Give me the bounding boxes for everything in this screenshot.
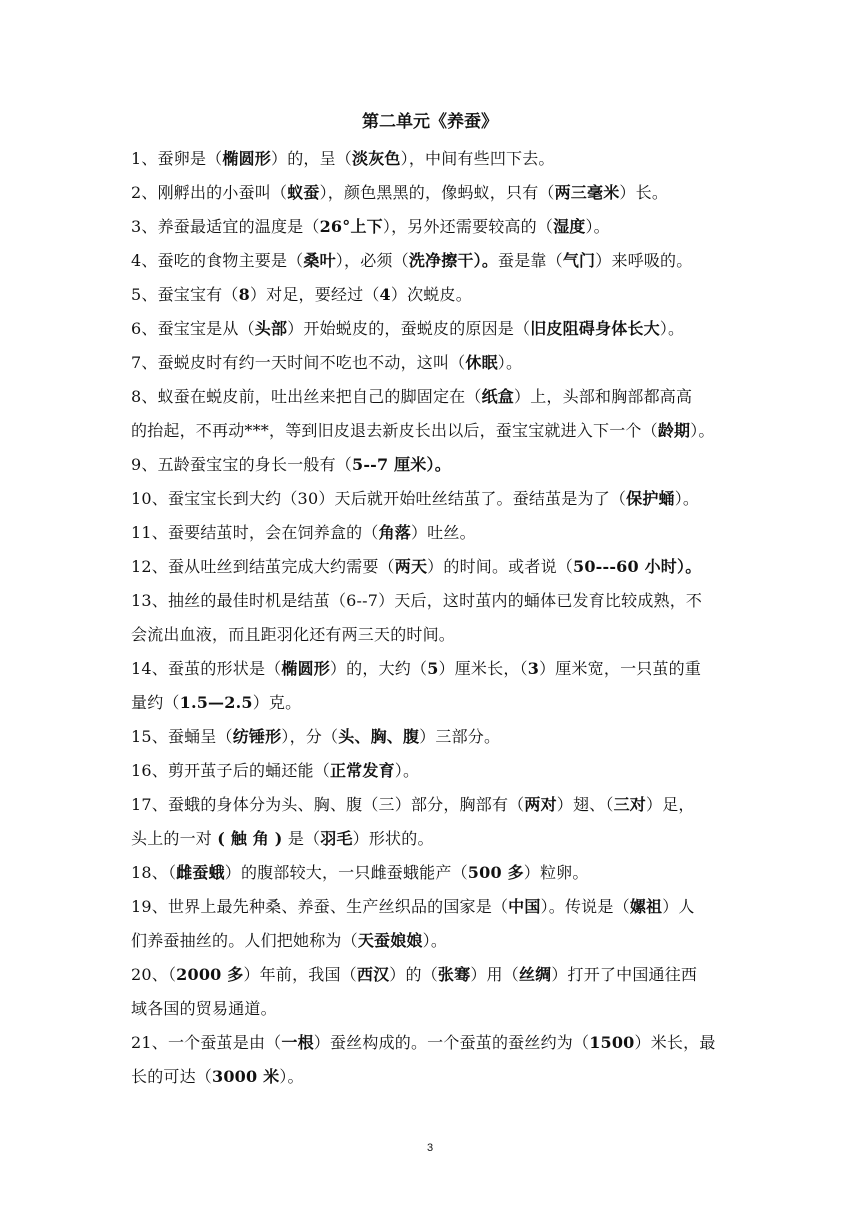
line-text: 9、五龄蚕宝宝的身长一般有（: [131, 455, 352, 474]
answer-text: 角落: [378, 523, 411, 542]
line-text: 头上的一对: [131, 829, 218, 848]
line-text: ）厘米宽，一只茧的重: [539, 659, 702, 678]
line-text: ）米长，最: [634, 1033, 716, 1052]
answer-text: 两天: [394, 557, 428, 576]
line-text: 18、（: [131, 863, 177, 882]
line-text: ）吐丝。: [410, 523, 476, 542]
answer-text: 5: [427, 659, 439, 678]
text-line: [131, 992, 741, 1026]
text-line: [131, 278, 741, 312]
answer-text: 两对: [524, 795, 557, 814]
answer-text: 纺锤形: [232, 727, 282, 746]
line-text: 们养蚕抽丝的。人们把她称为（: [131, 931, 358, 950]
answer-text: 气门: [562, 251, 596, 270]
page-number: 3: [426, 1142, 434, 1154]
text-line: [131, 346, 741, 380]
text-line: [131, 618, 741, 652]
line-text: ）长。: [619, 183, 669, 202]
text-line: [131, 822, 741, 856]
line-text: ）。: [690, 421, 715, 440]
answer-text: 丝绸: [518, 965, 552, 984]
answer-text: 50---60 小时: [572, 557, 678, 576]
text-line: [131, 958, 741, 992]
answer-text: 中国: [508, 897, 541, 916]
answer-text: 5--7 厘米: [351, 455, 427, 474]
line-text: ）次蜕皮。: [390, 285, 472, 304]
line-text: ）。: [279, 1067, 304, 1086]
text-line: [131, 312, 741, 346]
line-text: ）来呼吸的。: [595, 251, 693, 270]
line-text: 17、蚕蛾的身体分为头、胸、腹（三）部分，胸部有（: [131, 795, 525, 814]
answer-text: 保护蛹: [626, 489, 675, 508]
text-line: [131, 176, 741, 210]
answer-text: 8: [238, 285, 250, 304]
line-text: ）打开了中国通往西: [551, 965, 698, 984]
line-text: ）用（: [470, 965, 519, 984]
answer-text: 洗净擦干: [408, 251, 474, 270]
line-text: 4、蚕吃的食物主要是（: [131, 251, 304, 270]
line-text: ），另外还需要较高的（: [382, 217, 554, 236]
answer-text: 1500: [589, 1033, 635, 1052]
answer-text: 3: [527, 659, 540, 678]
text-line: [131, 244, 741, 278]
answer-text: 休眠: [465, 353, 498, 372]
line-text: 11、蚕要结茧时，会在饲养盒的（: [131, 523, 379, 542]
answer-text: 椭圆形: [281, 659, 330, 678]
answer-text: 正常发育: [329, 761, 395, 780]
text-line: [131, 686, 741, 720]
text-line: [131, 550, 741, 584]
line-text: 量约（: [131, 693, 180, 712]
answer-text: 湿度: [553, 217, 586, 236]
text-line: [131, 482, 741, 516]
line-text: ）蚕丝构成的。一个蚕茧的蚕丝约为（: [313, 1033, 590, 1052]
answer-text: 3000 米: [212, 1067, 280, 1086]
line-text: ），颜色黑黑的，像蚂蚁，只有（: [319, 183, 555, 202]
line-text: 会流出血液，而且距羽化还有两三天的时间。: [131, 625, 456, 644]
line-text: ）厘米长，（: [438, 659, 528, 678]
line-text: ）翅、（: [556, 795, 614, 814]
line-text: ）。: [497, 353, 523, 372]
line-text: ）的，呈（: [271, 149, 353, 168]
answer-text: 1.5—2.5: [179, 693, 253, 712]
line-text: 7、蚕蜕皮时有约一天时间不吃也不动，这叫（: [131, 353, 466, 372]
line-text: ）克。: [252, 693, 302, 712]
line-text: ）粒卵。: [523, 863, 589, 882]
answer-text: 羽毛: [320, 829, 353, 848]
line-text: 20、（: [131, 965, 177, 984]
answer-text: ）。: [473, 251, 499, 270]
line-text: 5、蚕宝宝有（: [131, 285, 239, 304]
answer-text: 天蚕娘娘: [357, 931, 423, 950]
text-line: [131, 788, 741, 822]
line-text: ）。: [674, 489, 700, 508]
text-line: [131, 754, 741, 788]
line-text: ）的，大约（: [329, 659, 428, 678]
line-text: ）上，头部和胸部都高高: [514, 387, 693, 406]
answer-text: 三对: [613, 795, 646, 814]
line-text: ）。: [394, 761, 420, 780]
answer-text: 张骞: [437, 965, 471, 984]
line-text: ）足，: [646, 795, 695, 814]
line-text: 的抬起，不再动***，等到旧皮退去新皮长出以后，蚕宝宝就进入下一个（: [131, 421, 658, 440]
line-text: 域各国的贸易通道。: [131, 999, 277, 1018]
answer-text: 蚁蚕: [287, 183, 320, 202]
answer-text: 两三毫米: [554, 183, 620, 202]
answer-text: 淡灰色: [352, 149, 401, 168]
answer-text: 旧皮阻碍身体长大: [530, 319, 660, 338]
line-text: ）的（: [389, 965, 438, 984]
text-line: [131, 380, 741, 414]
answer-text: 一根: [281, 1033, 314, 1052]
document-body: [131, 142, 741, 1094]
answer-text: ）。: [677, 557, 702, 576]
text-line: [131, 1026, 741, 1060]
line-text: ），中间有些凹下去。: [400, 149, 555, 168]
text-line: [131, 720, 741, 754]
answer-text: 4: [379, 285, 391, 304]
text-line: [131, 1060, 741, 1094]
line-text: 16、剪开茧子后的蛹还能（: [131, 761, 330, 780]
line-text: ）对足，要经过（: [249, 285, 380, 304]
line-text: 是（: [282, 829, 321, 848]
line-text: ）年前，我国（: [243, 965, 357, 984]
text-line: [131, 924, 741, 958]
line-text: 15、蚕蛹呈（: [131, 727, 233, 746]
line-text: 2、刚孵出的小蚕叫（: [131, 183, 288, 202]
line-text: ）三部分。: [419, 727, 501, 746]
line-text: 3、养蚕最适宜的温度是（: [131, 217, 320, 236]
line-text: ）。: [422, 931, 448, 950]
answer-text: 500 多: [467, 863, 524, 882]
line-text: ）人: [662, 897, 695, 916]
text-line: [131, 142, 741, 176]
line-text: ），分（: [281, 727, 339, 746]
text-line: [131, 448, 741, 482]
page-title: 第二单元《养蚕》: [362, 112, 498, 132]
answer-text: ）。: [426, 455, 451, 474]
text-line: [131, 414, 741, 448]
line-text: ）。传说是（: [540, 897, 630, 916]
line-text: 1、蚕卵是（: [131, 149, 223, 168]
answer-text: 西汉: [356, 965, 390, 984]
line-text: 14、蚕茧的形状是（: [131, 659, 282, 678]
line-text: 21、一个蚕茧是由（: [131, 1033, 282, 1052]
answer-text: 龄期: [657, 421, 691, 440]
answer-text: 头、胸、腹: [338, 727, 420, 746]
answer-text: 2000 多: [176, 965, 244, 984]
answer-text: 嫘祖: [629, 897, 663, 916]
text-line: [131, 890, 741, 924]
line-text: ）形状的。: [352, 829, 434, 848]
answer-text: 椭圆形: [222, 149, 271, 168]
line-text: 6、蚕宝宝是从（: [131, 319, 255, 338]
text-line: [131, 652, 741, 686]
line-text: 8、蚁蚕在蜕皮前，吐出丝来把自己的脚固定在（: [131, 387, 482, 406]
answer-text: ( 触 角 ): [217, 829, 283, 848]
line-text: 13、抽丝的最佳时机是结茧（6--7）天后，这时茧内的蛹体已发育比较成熟，不: [131, 591, 703, 610]
line-text: 12、蚕从吐丝到结茧完成大约需要（: [131, 557, 395, 576]
line-text: ），必须（: [335, 251, 409, 270]
line-text: ）。: [659, 319, 685, 338]
answer-text: 桑叶: [303, 251, 336, 270]
line-text: ）。: [585, 217, 610, 236]
line-text: ）的时间。或者说（: [427, 557, 573, 576]
line-text: 蚕是靠（: [498, 251, 563, 270]
answer-text: 头部: [254, 319, 288, 338]
line-text: ）的腹部较大，一只雌蚕蛾能产（: [224, 863, 468, 882]
line-text: 19、世界上最先种桑、养蚕、生产丝织品的国家是（: [131, 897, 509, 916]
line-text: 10、蚕宝宝长到大约（30）天后就开始吐丝结茧了。蚕结茧是为了（: [131, 489, 627, 508]
text-line: [131, 584, 741, 618]
answer-text: 纸盒: [481, 387, 514, 406]
line-text: ）开始蜕皮的，蚕蜕皮的原因是（: [287, 319, 531, 338]
text-line: [131, 856, 741, 890]
line-text: 长的可达（: [131, 1067, 213, 1086]
text-line: [131, 516, 741, 550]
answer-text: 26°上下: [319, 217, 383, 236]
answer-text: 雌蚕蛾: [176, 863, 225, 882]
text-line: [131, 210, 741, 244]
